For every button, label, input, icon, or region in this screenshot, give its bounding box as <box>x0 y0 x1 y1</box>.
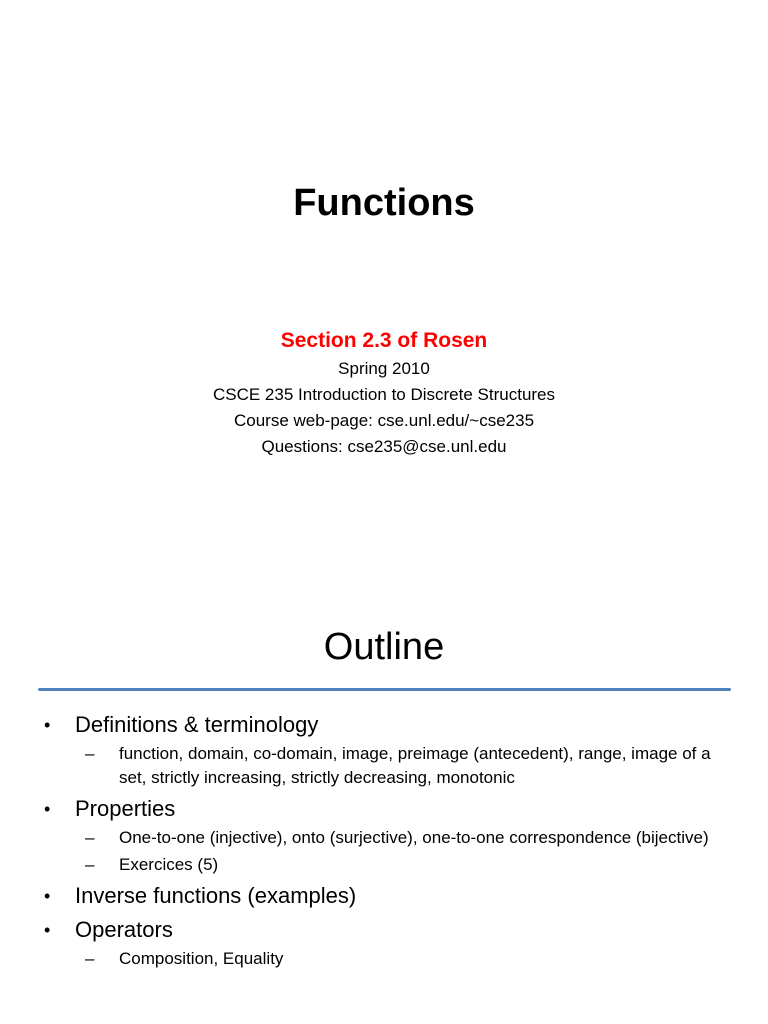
section-reference: Section 2.3 of Rosen <box>280 329 488 352</box>
bullet-icon: • <box>44 920 51 940</box>
outline-item <box>44 881 734 911</box>
outline-subitem-label: function, domain, co-domain, image, preimage (antecedent), range, image of a set, strictly increasing, strictly decreasing, monotonic <box>119 744 711 787</box>
outline-item-label: Operators <box>75 917 173 942</box>
outline-subitem-label: Composition, Equality <box>119 949 284 968</box>
outline-subitem <box>85 826 734 850</box>
outline-item-label: Inverse functions (examples) <box>75 883 357 908</box>
webpage-line: Course web-page: cse.unl.edu/~cse235 <box>233 411 535 430</box>
outline-subitem <box>85 853 734 877</box>
outline-subitem <box>85 742 734 790</box>
dash-icon: – <box>85 855 95 874</box>
outline-slide <box>0 600 768 1024</box>
outline-item-label: Properties <box>75 796 176 821</box>
outline-list <box>44 710 734 975</box>
outline-sublist <box>75 947 734 971</box>
questions-line: Questions: cse235@cse.unl.edu <box>261 437 507 456</box>
subtitle-block <box>0 326 768 460</box>
slide-title: Functions <box>293 182 475 224</box>
outline-item <box>44 710 734 790</box>
bullet-icon: • <box>44 799 51 819</box>
outline-sublist <box>75 742 734 790</box>
bullet-icon: • <box>44 715 51 735</box>
outline-item <box>44 915 734 971</box>
dash-icon: – <box>85 744 95 763</box>
dash-icon: – <box>85 949 95 968</box>
outline-item <box>44 794 734 877</box>
outline-subitem-label: Exercices (5) <box>119 855 219 874</box>
title-divider <box>38 688 731 691</box>
outline-subitem <box>85 947 734 971</box>
outline-item-label: Definitions & terminology <box>75 712 319 737</box>
dash-icon: – <box>85 828 95 847</box>
outline-subitem-label: One-to-one (injective), onto (surjective), one-to-one correspondence (bijective) <box>119 828 709 847</box>
outline-title: Outline <box>323 626 445 668</box>
bullet-icon: • <box>44 886 51 906</box>
outline-sublist <box>75 826 734 877</box>
semester-line: Spring 2010 <box>338 359 430 378</box>
course-line: CSCE 235 Introduction to Discrete Structures <box>212 385 556 404</box>
